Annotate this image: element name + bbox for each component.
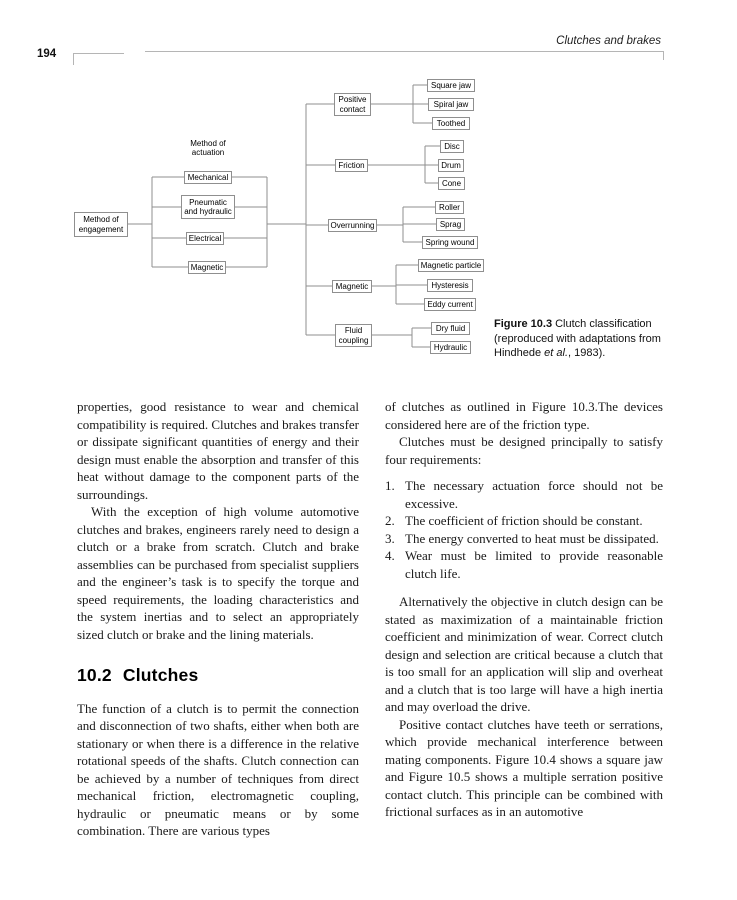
diagram-node-sprag: Sprag: [436, 218, 465, 231]
figure-caption-text: Clutch classification (reproduced with adaptations from Hindhede: [494, 318, 661, 359]
list-item-number: 4.: [385, 548, 395, 563]
paragraph: Alternatively the objective in clutch design can be stated as maximization of a maintainable friction coefficient and minimization of wear. Correct clutch design and selection are critical because a clutch that is too small for an application will slip and overheat and a clutch that is too large will have a high inertia and may overload the drive.: [385, 594, 663, 714]
diagram-node-roller: Roller: [435, 201, 464, 214]
diagram-node-hydraulic: Hydraulic: [430, 341, 471, 354]
page-number: 194: [37, 48, 57, 60]
left-text-column: [77, 398, 359, 840]
list-item: [385, 547, 663, 582]
list-item: [385, 477, 663, 512]
list-item: [385, 512, 663, 530]
figure-caption-end: , 1983).: [568, 347, 606, 359]
header-rule-main: [145, 51, 664, 60]
right-text-column: [385, 398, 663, 821]
diagram-node-positive-contact: Positive contact: [334, 93, 371, 116]
running-head: Clutches and brakes: [556, 35, 661, 47]
diagram-node-electrical: Electrical: [186, 232, 224, 245]
section-heading: [77, 667, 359, 685]
list-item: [385, 530, 663, 548]
list-item-number: 2.: [385, 513, 395, 528]
paragraph: of clutches as outlined in Figure 10.3.The devices considered here are of the friction type.: [385, 399, 663, 432]
diagram-node-spring-wound: Spring wound: [422, 236, 478, 249]
diagram-node-mechanical: Mechanical: [184, 171, 232, 184]
list-item-text: The energy converted to heat must be dissipated.: [405, 530, 659, 546]
figure-caption-label: Figure 10.3: [494, 318, 553, 330]
diagram-node-overrunning: Overrunning: [328, 219, 377, 232]
diagram-node-drum: Drum: [438, 159, 464, 172]
section-number: 10.2: [77, 665, 112, 685]
paragraph: properties, good resistance to wear and chemical compatibility is required. Clutches and brakes transfer or dissipate significant quantities of energy and their design must enable the absorption and transfer of this heat without damage to the component parts of the surroundings.: [77, 399, 359, 502]
diagram-node-disc: Disc: [440, 140, 464, 153]
section-title: Clutches: [122, 665, 199, 685]
figure-caption-etal: et al.: [544, 347, 569, 359]
diagram-node-magnetic-actuation: Magnetic: [188, 261, 226, 274]
diagram-node-cone: Cone: [438, 177, 465, 190]
diagram-label-method-of-actuation: Method of actuation: [190, 138, 226, 157]
diagram-node-pneumatic-hydraulic: Pneumatic and hydraulic: [181, 195, 235, 219]
diagram-node-fluid-coupling: Fluid coupling: [335, 324, 372, 347]
paragraph: With the exception of high volume automotive clutches and brakes, engineers rarely need to design a clutch or a brake from scratch. Clutch and brake assemblies can be purchased from specialist suppliers and the engineer’s task is to specify the torque and speed requirements, the loading characteristics and the system inertias and to select an appropriately sized clutch or brake and the lining materials.: [77, 504, 359, 642]
diagram-node-spiral-jaw: Spiral jaw: [428, 98, 474, 111]
list-item-text: The coefficient of friction should be constant.: [405, 513, 643, 528]
diagram-node-magnetic-particle: Magnetic particle: [418, 259, 484, 272]
figure-caption: [494, 317, 670, 361]
diagram-node-eddy-current: Eddy current: [424, 298, 476, 311]
header-rule-left: [73, 53, 124, 65]
list-item-text: Wear must be limited to provide reasonable clutch life.: [405, 548, 663, 581]
paragraph: Clutches must be designed principally to satisfy four requirements:: [385, 434, 663, 467]
list-item-number: 1.: [385, 478, 395, 493]
diagram-node-magnetic: Magnetic: [332, 280, 372, 293]
list-item-number: 3.: [385, 530, 395, 546]
paragraph: The function of a clutch is to permit the connection and disconnection of two shafts, either when both are stationary or when there is a difference in the relative rotational speeds of the shafts. Clutch connection can be achieved by a number of techniques from direct mechanical friction, electromagnetic coupling, hydraulic or pneumatic means or by some combination. There are various types: [77, 700, 359, 838]
paragraph: Positive contact clutches have teeth or serrations, which provide mechanical interference between mating components. Figure 10.4 shows a square jaw and Figure 10.5 shows a multiple serration positive contact clutch. This principle can be combined with frictional surfaces as in an automotive: [385, 716, 663, 819]
diagram-node-toothed: Toothed: [432, 117, 470, 130]
diagram-node-square-jaw: Square jaw: [427, 79, 475, 92]
list-item-text: The necessary actuation force should not be excessive.: [405, 478, 663, 511]
requirements-list: [385, 477, 663, 582]
diagram-node-method-of-engagement: Method of engagement: [74, 212, 128, 237]
diagram-node-hysteresis: Hysteresis: [427, 279, 473, 292]
diagram-node-dry-fluid: Dry fluid: [431, 322, 470, 335]
diagram-node-friction: Friction: [335, 159, 368, 172]
